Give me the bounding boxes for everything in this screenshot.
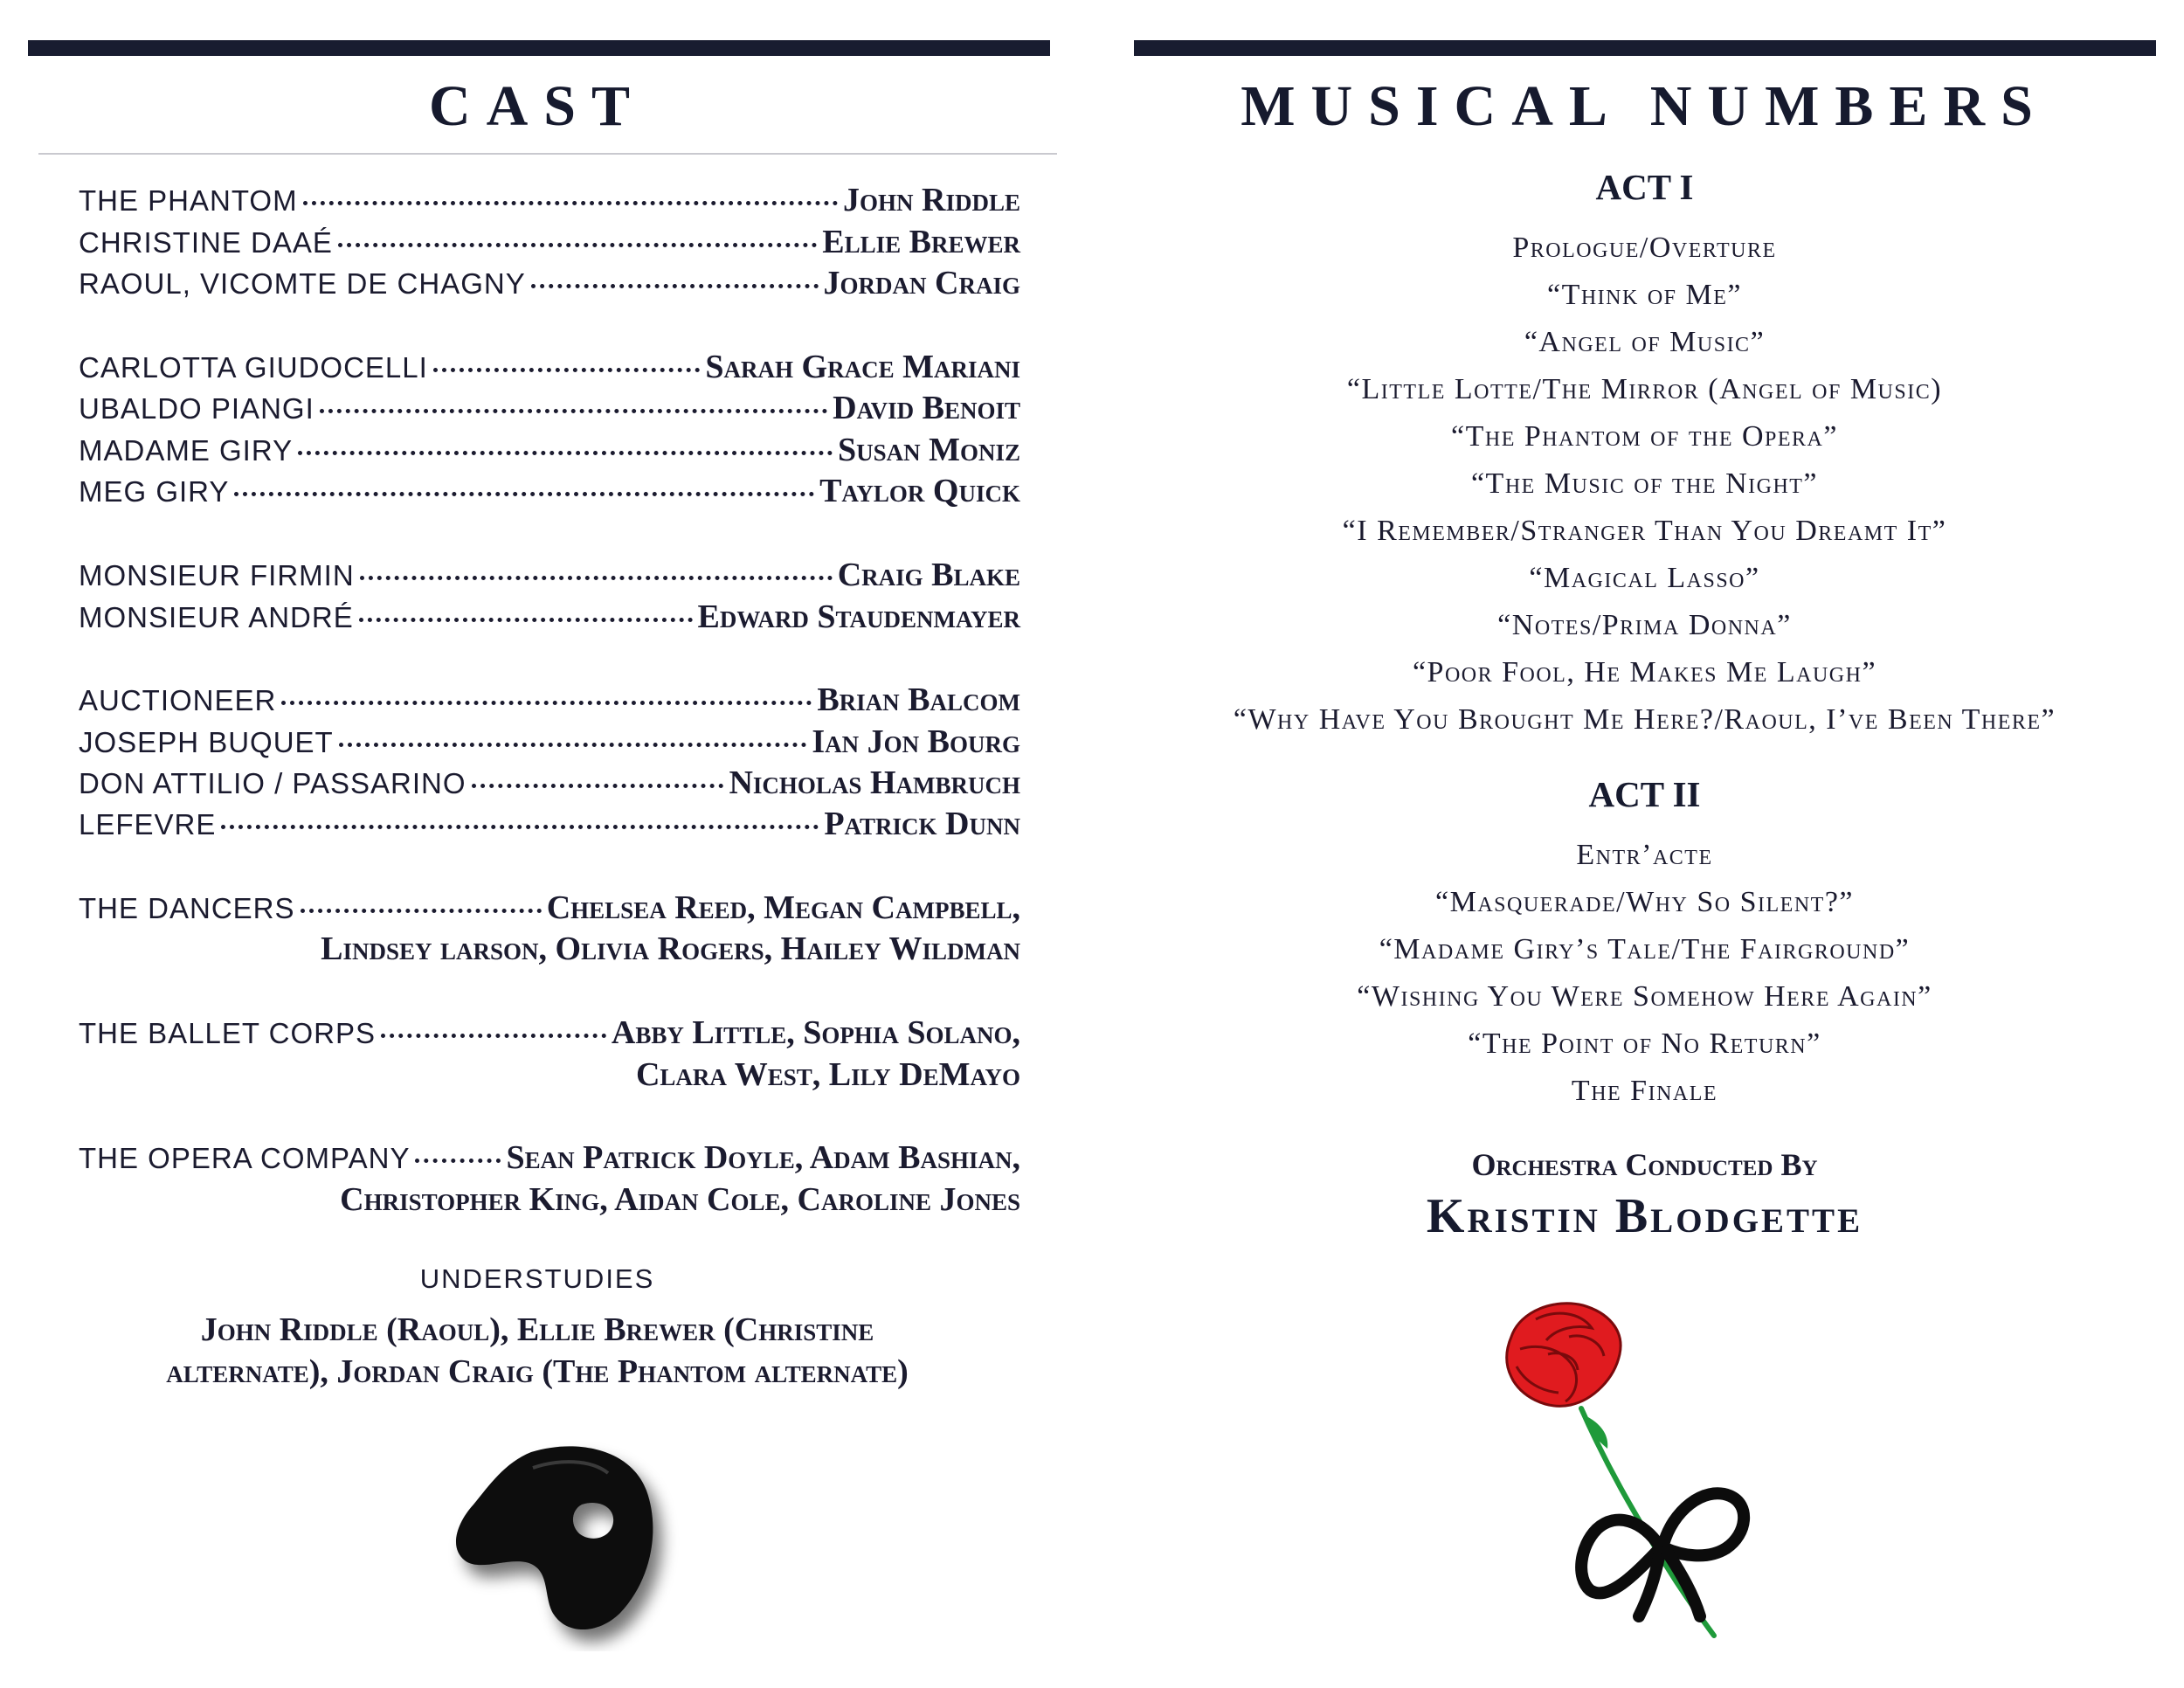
song-title: The Finale [1571, 1075, 1718, 1107]
role-name: CARLOTTA GIUDOCELLI [79, 351, 428, 384]
cast-row [79, 1138, 1020, 1182]
dot-leader [472, 784, 724, 788]
actor-name: Patrick Dunn [824, 806, 1020, 842]
dot-leader [301, 909, 542, 913]
actor-continuation: Christopher King, Aidan Cole, Caroline Jones [340, 1181, 1020, 1218]
song-title: “Little Lotte/The Mirror (Angel of Music) [1346, 373, 1943, 405]
role-name: JOSEPH BUQUET [79, 726, 334, 758]
dot-leader [381, 1034, 606, 1038]
song-title: “Wishing You Were Somehow Here Again” [1357, 980, 1932, 1013]
role-name: MONSIEUR FIRMIN [79, 559, 355, 591]
dot-leader [531, 284, 819, 288]
act-title: ACT I [1595, 167, 1694, 207]
cast-heading: CAST [428, 74, 646, 138]
song-title: “Angel of Music” [1524, 326, 1766, 358]
role-name: UBALDO PIANGI [79, 392, 314, 425]
role-name: AUCTIONEER [79, 684, 277, 716]
dot-leader [298, 451, 833, 455]
cast-row [79, 472, 1020, 515]
actor-name: John Riddle [843, 182, 1020, 218]
role-name: THE OPERA COMPANY [79, 1142, 411, 1174]
actor-continuation: Lindsey larson, Olivia Rogers, Hailey Wildman [321, 930, 1020, 967]
cast-row [79, 889, 1020, 932]
actor-name: Sean Patrick Doyle, Adam Bashian, [506, 1139, 1020, 1176]
role-name: RAOUL, VICOMTE DE CHAGNY [79, 267, 526, 300]
cast-row [79, 598, 1020, 641]
dot-leader [360, 576, 833, 580]
actor-name: Abby Little, Sophia Solano, [611, 1014, 1020, 1051]
actor-name: David Benoit [833, 390, 1020, 426]
act-title: ACT II [1588, 774, 1701, 814]
role-name: LEFEVRE [79, 808, 217, 841]
phantom-mask-icon [428, 1433, 681, 1651]
dot-leader [234, 492, 814, 496]
orchestra-label: Orchestra Conducted By [1471, 1147, 1818, 1182]
role-name: THE PHANTOM [79, 184, 298, 217]
actor-name: Ellie Brewer [822, 224, 1020, 260]
role-name: MADAME GIRY [79, 434, 294, 467]
song-title: Prologue/Overture [1512, 232, 1777, 264]
role-name: CHRISTINE DAAÉ [79, 226, 333, 259]
cast-top-bar [28, 40, 1050, 56]
dot-leader [359, 618, 693, 622]
role-name: MEG GIRY [79, 475, 230, 508]
dot-leader [415, 1159, 501, 1163]
song-title: “Think of Me” [1546, 279, 1742, 311]
dot-leader [338, 243, 817, 247]
understudies-line: John Riddle (Raoul), Ellie Brewer (Christine [200, 1311, 874, 1348]
actor-name: Jordan Craig [823, 265, 1020, 301]
cast-row [79, 264, 1020, 308]
actor-name: Sarah Grace Mariani [705, 349, 1020, 385]
song-title: “Magical Lasso” [1529, 562, 1760, 594]
actor-name: Taylor Quick [819, 473, 1020, 509]
song-title: “Poor Fool, He Makes Me Laugh” [1412, 656, 1877, 688]
dot-leader [281, 701, 812, 705]
understudies-line: alternate), Jordan Craig (The Phantom alternate) [166, 1353, 909, 1390]
cast-divider [38, 153, 1057, 155]
cast-row [79, 181, 1020, 225]
numbers-top-bar [1134, 40, 2156, 56]
song-title: “The Point of No Return” [1468, 1027, 1821, 1060]
understudies-title: UNDERSTUDIES [419, 1263, 655, 1294]
cast-row [79, 348, 1020, 391]
actor-name: Brian Balcom [817, 681, 1020, 718]
cast-row [79, 431, 1020, 474]
cast-row [79, 389, 1020, 432]
dot-leader [433, 368, 701, 372]
actor-name: Edward Staudenmayer [697, 598, 1020, 635]
cast-row [79, 223, 1020, 266]
role-name: THE DANCERS [79, 892, 295, 924]
dot-leader [320, 409, 827, 413]
cast-row [79, 556, 1020, 599]
dot-leader [303, 201, 838, 205]
cast-row [79, 681, 1020, 724]
song-title: “Madame Giry’s Tale/The Fairground” [1379, 933, 1911, 965]
actor-name: Ian Jon Bourg [812, 723, 1020, 760]
song-title: “The Phantom of the Opera” [1451, 420, 1838, 453]
song-title: Entr’acte [1576, 839, 1713, 871]
song-title: “Why Have You Brought Me Here?/Raoul, I’ve Been There” [1233, 703, 2056, 736]
actor-name: Chelsea Reed, Megan Campbell, [546, 889, 1020, 926]
role-name: MONSIEUR ANDRÉ [79, 601, 354, 633]
role-name: DON ATTILIO / PASSARINO [79, 767, 467, 799]
dot-leader [339, 743, 807, 747]
song-title: “Notes/Prima Donna” [1497, 609, 1792, 641]
dot-leader [221, 825, 819, 829]
song-title: “I Remember/Stranger Than You Dreamt It” [1342, 515, 1947, 547]
actor-name: Susan Moniz [837, 432, 1020, 468]
cast-row [79, 764, 1020, 807]
song-title: “The Music of the Night” [1470, 467, 1819, 500]
actor-continuation: Clara West, Lily DeMayo [635, 1056, 1020, 1093]
rose-icon [1485, 1293, 1817, 1643]
cast-row [79, 723, 1020, 766]
actor-name: Craig Blake [837, 557, 1020, 593]
song-title: “Masquerade/Why So Silent?” [1435, 886, 1854, 918]
cast-row [79, 1013, 1020, 1057]
musical-numbers-heading: MUSICAL NUMBERS [1241, 74, 2049, 138]
role-name: THE BALLET CORPS [79, 1017, 376, 1049]
cast-row [79, 805, 1020, 848]
actor-name: Nicholas Hambruch [729, 764, 1020, 801]
conductor-name: Kristin Blodgette [1426, 1189, 1863, 1243]
